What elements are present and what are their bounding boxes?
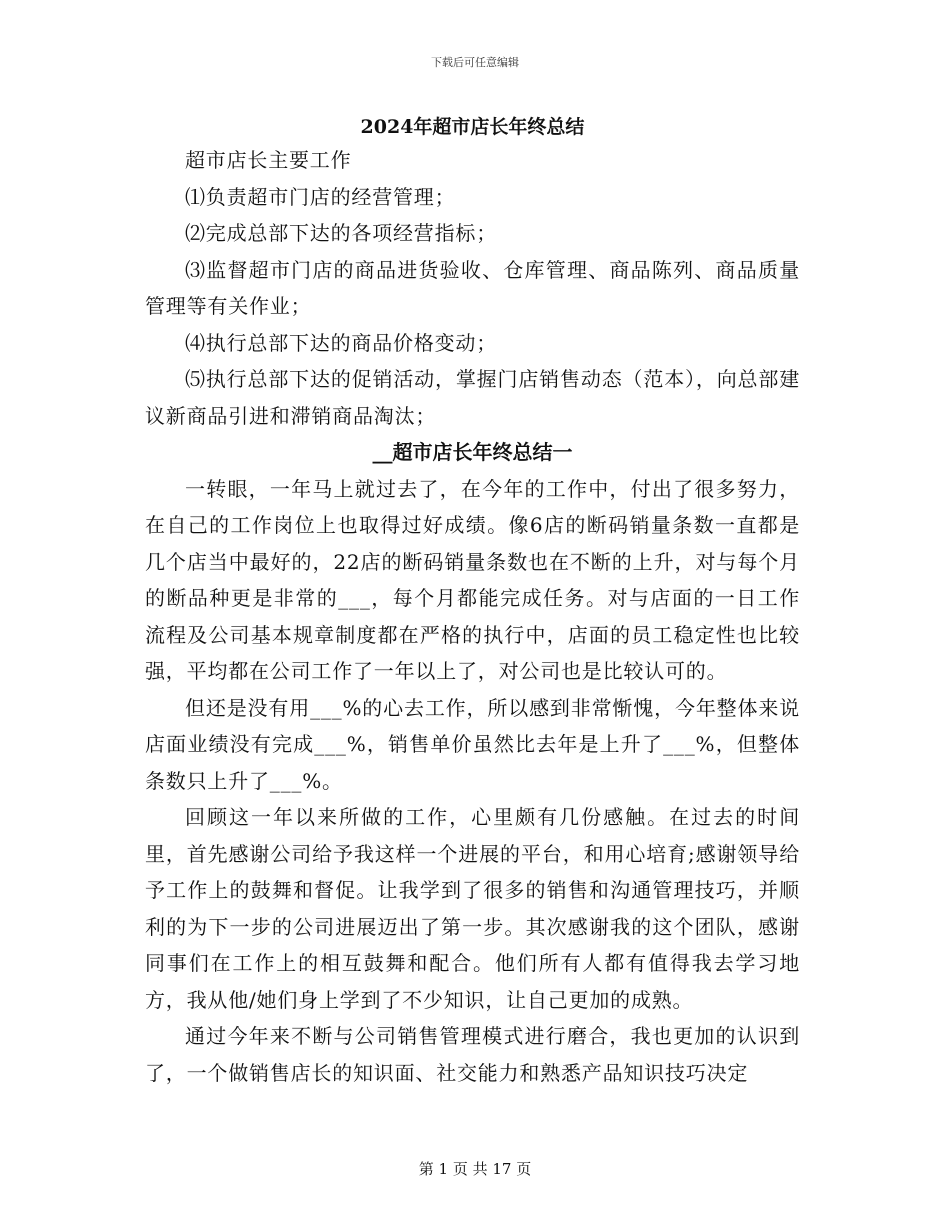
- intro-paragraph: ⑴负责超市门店的经营管理；: [185, 184, 456, 209]
- intro-paragraph: ⑷执行总部下达的商品价格变动；: [185, 330, 497, 355]
- document-title: 2024年超市店长年终总结: [360, 116, 585, 138]
- page-footer: 第 1 页 共 17 页: [418, 1160, 532, 1178]
- document-body: [145, 112, 800, 1091]
- intro-paragraph: 超市店长主要工作: [185, 148, 352, 172]
- body-paragraph: 但还是没有用___%的心去工作，所以感到非常惭愧，今年整体来说店面业绩没有完成___%，销售单价虽然比去年是上升了___%，但整体条数只上升了___%。: [145, 695, 800, 793]
- header-note: 下载后可任意编辑: [431, 56, 519, 69]
- intro-paragraph: ⑵完成总部下达的各项经营指标；: [185, 221, 497, 245]
- intro-paragraph: ⑶监督超市门店的商品进货验收、仓库管理、商品陈列、商品质量管理等有关作业；: [145, 257, 800, 318]
- body-paragraph: 一转眼，一年马上就过去了，在今年的工作中，付出了很多努力，在自己的工作岗位上也取得过好成绩。像6店的断码销量条数一直都是几个店当中最好的，22店的断码销量条数也在不断的上升，对与每个月的断品种更是非常的___，每个月都能完成任务。对与店面的一日工作流程及公司基本规章制度都在严格的执行中，店面的员工稳定性也比较强，平均都在公司工作了一年以上了，对公司也是比较认可的。: [145, 476, 800, 683]
- intro-paragraph: ⑸执行总部下达的促销活动，掌握门店销售动态（范本），向总部建议新商品引进和滞销商品淘汰；: [145, 367, 800, 428]
- section-title: __超市店长年终总结一: [372, 440, 573, 464]
- body-paragraph: 回顾这一年以来所做的工作，心里颇有几份感触。在过去的时间里，首先感谢公司给予我这样一个进展的平台，和用心培育;感谢领导给予工作上的鼓舞和督促。让我学到了很多的销售和沟通管理技巧，并顺利的为下一步的公司进展迈出了第一步。其次感谢我的这个团队，感谢同事们在工作上的相互鼓舞和配合。他们所有人都有值得我去学习地方，我从他/她们身上学到了不少知识，让自己更加的成熟。: [145, 805, 800, 1012]
- body-paragraph: 通过今年来不断与公司销售管理模式进行磨合，我也更加的认识到了，一个做销售店长的知识面、社交能力和熟悉产品知识技巧决定: [145, 1024, 800, 1085]
